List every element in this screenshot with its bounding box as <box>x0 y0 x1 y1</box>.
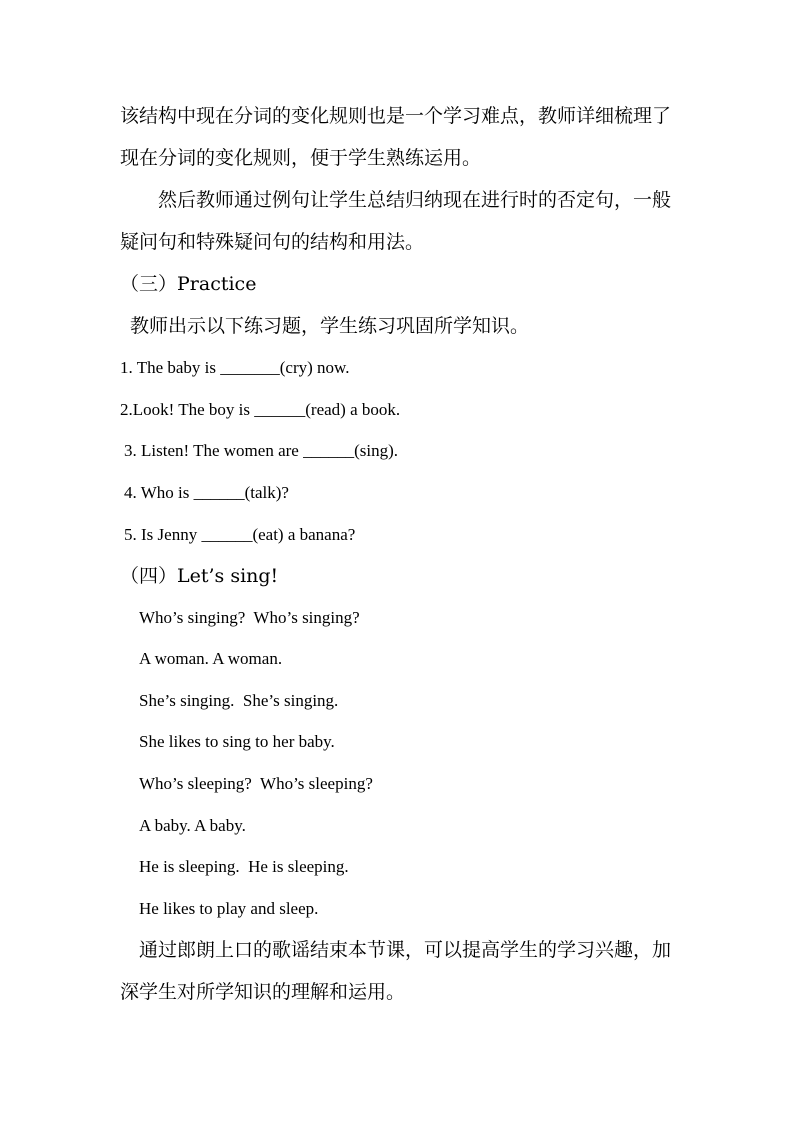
song-line-6: A baby. A baby. <box>139 816 246 835</box>
closing-paragraph-line-2: 深学生对所学知识的理解和运用。 <box>120 981 406 1003</box>
section-3-intro: 教师出示以下练习题，学生练习巩固所学知识。 <box>130 315 530 337</box>
exercise-5: 5. Is Jenny ______(eat) a banana? <box>124 525 356 544</box>
song-line-5: Who’s sleeping? Who’s sleeping? <box>139 774 373 793</box>
song-line-3: She’s singing. She’s singing. <box>139 691 339 710</box>
song-line-7: He is sleeping. He is sleeping. <box>139 857 349 876</box>
song-line-2: A woman. A woman. <box>139 649 283 668</box>
section-4-heading: （四）Let’s sing! <box>120 565 279 587</box>
exercise-1: 1. The baby is _______(cry) now. <box>120 358 350 377</box>
paragraph-2-line-1: 然后教师通过例句让学生总结归纳现在进行时的否定句，一般 <box>158 189 672 211</box>
paragraph-1-line-1: 该结构中现在分词的变化规则也是一个学习难点，教师详细梳理了 <box>120 105 672 127</box>
paragraph-2-line-2: 疑问句和特殊疑问句的结构和用法。 <box>120 231 425 253</box>
section-3-heading: （三）Practice <box>120 273 257 295</box>
paragraph-1-line-2: 现在分词的变化规则，便于学生熟练运用。 <box>120 147 482 169</box>
song-line-4: She likes to sing to her baby. <box>139 732 335 751</box>
closing-paragraph-line-1: 通过郎朗上口的歌谣结束本节课，可以提高学生的学习兴趣，加 <box>139 939 672 961</box>
song-line-8: He likes to play and sleep. <box>139 899 319 918</box>
song-line-1: Who’s singing? Who’s singing? <box>139 608 360 627</box>
exercise-4: 4. Who is ______(talk)? <box>124 483 289 502</box>
exercise-2: 2.Look! The boy is ______(read) a book. <box>120 400 401 419</box>
exercise-3: 3. Listen! The women are ______(sing). <box>124 441 398 460</box>
